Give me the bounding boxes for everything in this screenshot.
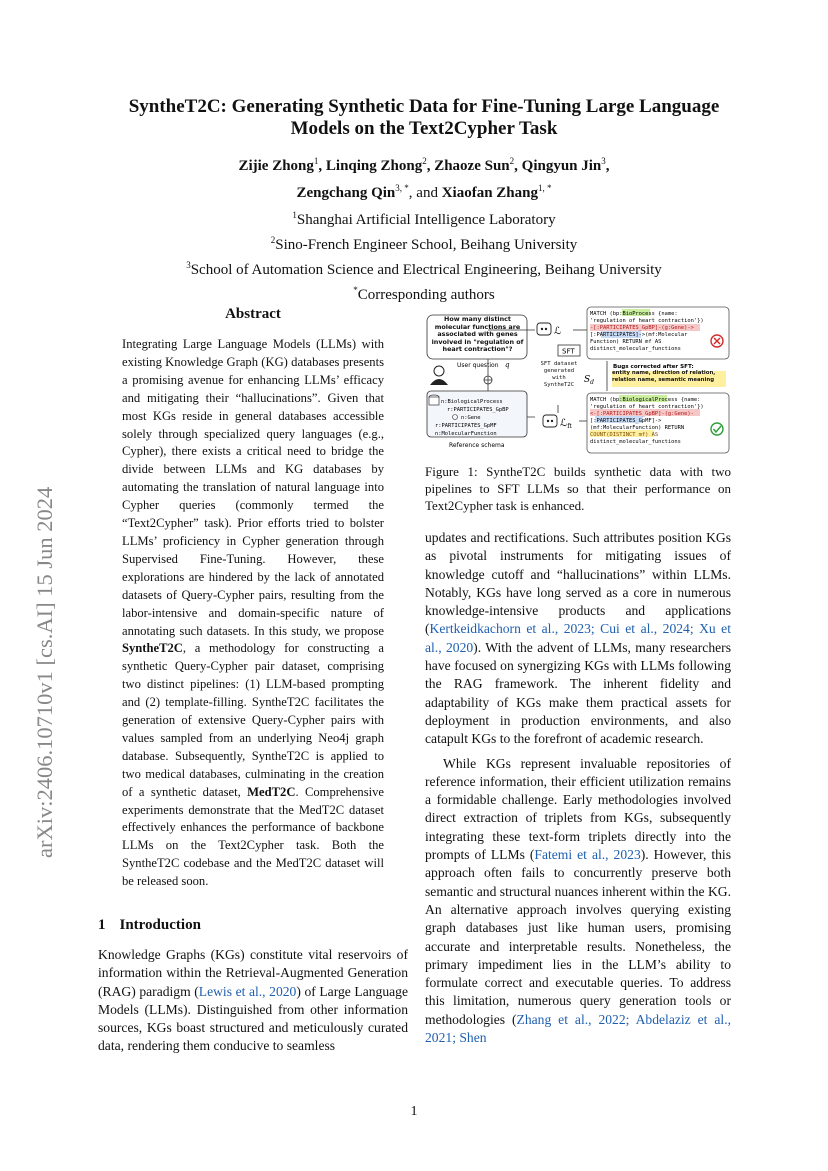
bugs-items-box	[612, 370, 728, 390]
llm-robot-icon	[543, 415, 557, 427]
author-name: Qingyun Jin	[521, 158, 602, 174]
abstract-body: Integrating Large Language Models (LLMs) with existing Knowledge Graph (KG) databases presents a promising avenue for enhancing LLMs’ efficacy and mitigating their “hallucinations”. Given that most KGs reside in general databases accessible solely through specialized query languages (e.g., Cypher), there exists a critical need to bridge the divide between LLMs and KG databases by automating the translation of natural language into Cypher queries (commonly termed the “Text2Cypher” task). Prior efforts tried to bolster LLMs’ proficiency in Cypher generation through Supervised Fine-Tuning. However, these explorations are hindered by the lack of annotated datasets of Query-Cypher pairs, resulting from the labor-intensive and domain-specific nature of annotating such datasets. In this study, we propose SyntheT2C, a methodology for constructing a synthetic Query-Cypher pair dataset, comprising two distinct pipelines: (1) LLM-based prompting and (2) template-filling. SyntheT2C facilitates the generation of extensive Query-Cypher pairs with values sampled from an underlying Neo4j graph database. Subsequently, SyntheT2C is applied to two medical databases, culminating in the creation of a synthetic dataset, MedT2C. Comprehensive experiments demonstrate that the MedT2C dataset effectively enhances the performance of backbone LLMs on the Text2Cypher task. Both the SyntheT2C codebase and the MedT2C dataset will be released soon.	[122, 337, 384, 889]
arxiv-stamp	[22, 380, 62, 860]
cypher-line: Function) RETURN mf AS	[590, 339, 662, 345]
sd-symbol: $S_d$	[584, 375, 595, 386]
llm-robot-icon	[537, 323, 551, 335]
author-separator: , and	[408, 185, 442, 201]
figure-diagram	[425, 305, 731, 457]
sft-dataset-label: SFT dataset generated with SyntheT2C	[540, 361, 578, 388]
cypher-line: <-[:PARTICIPATES_GpBP]-(g:Gene)-	[590, 411, 694, 417]
schema-line: n:BiologicalProcess	[441, 399, 503, 405]
user-icon	[430, 366, 448, 385]
cypher-line: (mf:MolecularFunction) RETURN	[590, 425, 685, 431]
author-affil-mark: 1	[313, 156, 319, 166]
cypher-line: 'regulation of heart contraction'})	[590, 404, 704, 410]
cypher-line: -[:PARTICIPATES_GpBP]-(g:Gene)->	[590, 325, 694, 331]
dataset-name: MedT2C	[247, 784, 296, 799]
cypher-line: MATCH (bp:BioProcess {name:	[590, 311, 678, 317]
intro-left-column: Knowledge Graphs (KGs) constitute vital reservoirs of information within the Retrieval-Augmented Generation (RAG) paradigm (Lewis et al., 2020) of Large Language Models (LLMs). Distinguished from other information sources, KGs boast structured and meticulously curated data, rendering them conducive to seamless	[98, 947, 408, 1054]
citation-link[interactable]: Fatemi et al., 2023	[534, 847, 641, 863]
author-affil-mark: 3, *	[395, 183, 409, 193]
intro-right-column: updates and rectifications. Such attributes position KGs as pivotal instruments for mitigating issues of knowledge cutoff and “hallucinations” within LLMs. Notably, KGs have long served as a core in numerous knowledge-intensive products and applications (Kertkeidkachorn et al., 2023; Cui et al., 2024; Xu et al., 2020). With the advent of LLMs, many researchers have focused on synergizing KGs with LLMs following the RAG framework. The inherent fidelity and adaptability of KGs make them practical assets for deployment in production environments, and also catapult KGs to the forefront of academic research. While KGs represent invaluable repositories of reference information, their efficient utilization remains a formidable challenge. Early methodologies involved direct extraction of triplets from KGs, subsequently integrating these text-form triplets directly into the prompts of LLMs (Fatemi et al., 2023). However, this approach often fails to concurrently preserve both semantic and structural nuances inherent within the KG. An alternative approach involves querying existing graph databases just like human users, promising accurate and interpretable results. Nonetheless, the primary impediment lies in the LLM’s ability to formulate correct and executable queries. To address this limitation, numerous query generation tools or methodologies (Zhang et al., 2022; Abdelaziz et al., 2021; Shen	[425, 530, 731, 1046]
arxiv-id-text: arXiv:2406.10710v1 [cs.AI] 15 Jun 2024	[32, 486, 57, 858]
sft-label: SFT	[562, 347, 575, 356]
cypher-line: COUNT(DISTINCT mf) AS	[590, 432, 659, 438]
abstract-heading: Abstract	[225, 306, 281, 322]
paper-title	[80, 96, 768, 140]
bugs-label: Bugs corrected after SFT:	[613, 364, 694, 370]
wrong-icon	[711, 335, 723, 347]
title-line-1: SyntheT2C: Generating Synthetic Data for Fine-Tuning Large Language	[128, 96, 720, 117]
schema-line: n:MolecularFunction	[435, 431, 497, 437]
user-question-label: User question	[457, 362, 499, 369]
method-name: SyntheT2C	[122, 641, 183, 656]
figure-caption: Figure 1: SyntheT2C builds synthetic data with two pipelines to SFT LLMs so that their performance on Text2Cypher task is enhanced.	[425, 464, 731, 513]
finetuned-loss-symbol: ℒ$_{ft}$	[560, 418, 572, 430]
loss-symbol: ℒ	[554, 326, 562, 337]
sft-dataset-box	[537, 361, 581, 411]
affiliation-line: *Corresponding authors	[353, 285, 495, 303]
citation-link[interactable]: Lewis et al., 2020	[198, 983, 297, 999]
title-line-2: Models on the Text2Cypher Task	[290, 118, 558, 139]
cypher-line: [:PARTICIPATES]->(mf:Molecular	[590, 332, 688, 338]
citation-link[interactable]: Kertkeidkachorn et al., 2023; Cui et al., 2024; Xu et al., 2020	[425, 621, 731, 655]
affiliation-list	[120, 205, 728, 305]
schema-line: r:PARTICIPATES_GpMF	[435, 423, 497, 429]
cypher-line: distinct_molecular_functions	[590, 346, 681, 352]
section-number: 1	[98, 917, 106, 933]
bugs-items: entity name, direction of relation, relation name, semantic meaning	[612, 370, 716, 383]
question-text: How many distinct molecular functions are associated with genes involved in "regulation of heart contraction"?	[431, 316, 524, 354]
author-affil-mark: 2	[422, 156, 427, 166]
author-affil-mark: 3	[601, 156, 606, 166]
affiliation-line: $^1$Shanghai Artificial Intelligence Laboratory	[292, 210, 556, 228]
author-name: Linqing Zhong	[325, 158, 423, 174]
cypher-line: distinct_molecular_functions	[590, 439, 681, 445]
schema-line: n:Gene	[461, 415, 481, 421]
affiliation-line: $^2$Sino-French Engineer School, Beihang University	[270, 235, 578, 253]
cypher-line: [:PARTICIPATES_GpMF]->	[590, 418, 662, 424]
author-name: Zhaoze Sun	[434, 158, 510, 174]
q-symbol: q	[505, 361, 510, 369]
reference-schema-label: Reference schema	[449, 442, 505, 449]
cypher-line: 'regulation of heart contraction'})	[590, 318, 704, 324]
question-text-box	[429, 316, 526, 360]
author-name: Zengchang Qin	[296, 185, 396, 201]
section-heading	[98, 917, 201, 934]
author-affil-mark: 2	[509, 156, 515, 166]
schema-line: r:PARTICIPATES_GpBP	[447, 407, 509, 413]
author-name: Xiaofan Zhang	[441, 185, 538, 201]
section-title: Introduction	[119, 917, 201, 933]
figure-1	[425, 305, 731, 457]
affiliation-line: $^3$School of Automation Science and Electrical Engineering, Beihang University	[186, 260, 662, 278]
cypher-line: MATCH (bp:BiologicalProcess {name:	[590, 397, 701, 403]
author-list: Zijie Zhong$^1$, Linqing Zhong$^2$, Zhaoze Sun$^2$, Qingyun Jin$^3$, Zengchang Qin$^{3, *}$, and Xiaofan Zhang$^{1, *}$	[238, 156, 610, 201]
citation-link[interactable]: Zhang et al., 2022; Abdelaziz et al., 2021; Shen	[425, 1011, 731, 1046]
author-name: Zijie Zhong	[238, 158, 314, 174]
correct-icon	[711, 423, 723, 435]
author-affil-mark: 1, *	[537, 183, 552, 193]
database-icon	[429, 395, 439, 405]
page-number: 1	[410, 1104, 418, 1119]
